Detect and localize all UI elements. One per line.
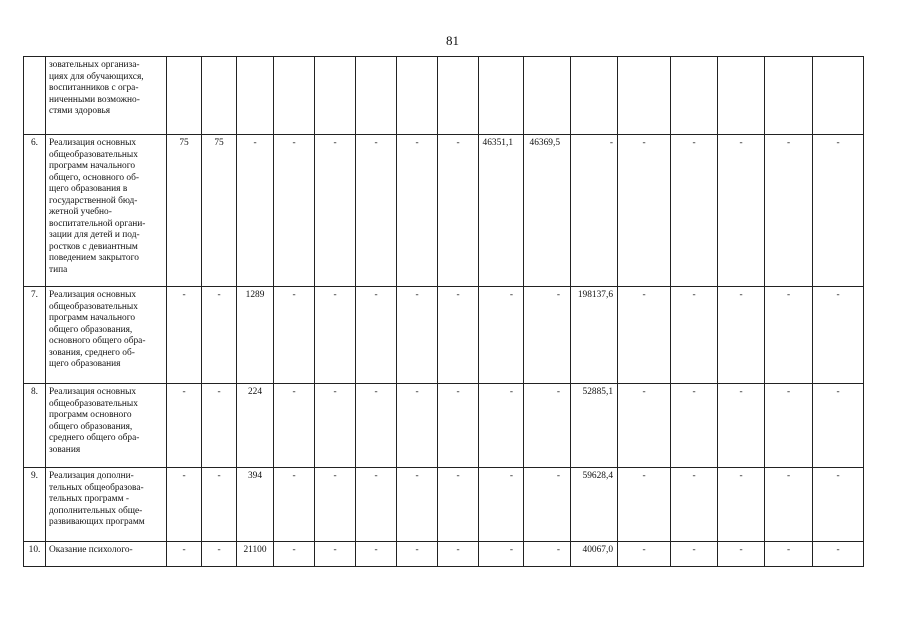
table-cell: - <box>356 468 397 542</box>
table-cell: - <box>718 468 765 542</box>
table-cell: - <box>438 287 479 384</box>
table-cell: - <box>524 542 571 567</box>
table-cell: - <box>618 287 671 384</box>
table-cell <box>571 57 618 135</box>
table-cell: - <box>274 468 315 542</box>
table-cell <box>765 57 813 135</box>
table-cell: - <box>765 468 813 542</box>
table-cell: - <box>479 287 524 384</box>
table-cell: 75 <box>167 135 202 287</box>
table-cell: - <box>237 135 274 287</box>
table-cell: - <box>765 135 813 287</box>
table-cell: - <box>202 542 237 567</box>
table-cell <box>618 57 671 135</box>
table-cell: - <box>618 135 671 287</box>
table-cell: - <box>202 384 237 468</box>
table-cell <box>274 57 315 135</box>
table-cell: - <box>671 542 718 567</box>
table-cell: 40067,0 <box>571 542 618 567</box>
table-cell: 52885,1 <box>571 384 618 468</box>
table-row <box>24 542 864 567</box>
table-cell: - <box>479 542 524 567</box>
row-number: 9. <box>24 468 46 542</box>
table-cell: - <box>167 384 202 468</box>
table-cell: - <box>315 542 356 567</box>
table-cell: 224 <box>237 384 274 468</box>
table-cell: - <box>524 468 571 542</box>
table-cell: - <box>765 542 813 567</box>
table-cell: - <box>397 135 438 287</box>
table-cell: - <box>356 542 397 567</box>
table-cell: - <box>479 468 524 542</box>
table-cell: - <box>571 135 618 287</box>
table-cell: - <box>765 287 813 384</box>
table-cell: - <box>274 287 315 384</box>
table-cell: 75 <box>202 135 237 287</box>
table-cell: - <box>718 287 765 384</box>
data-table <box>23 56 864 567</box>
table-cell: 59628,4 <box>571 468 618 542</box>
table-cell: - <box>356 287 397 384</box>
table-cell: - <box>202 468 237 542</box>
table-cell: - <box>315 287 356 384</box>
row-number <box>24 57 46 135</box>
table-cell: - <box>813 135 864 287</box>
table-cell: - <box>718 135 765 287</box>
table-cell: - <box>397 287 438 384</box>
row-description: Реализация основных общеобразовательных программ начального общего, основного об- щего образования в государственной бюд- жетной учебно- воспитательной органи- зации для детей и под- ростков с девиантным поведением закрытого типа <box>46 135 167 287</box>
table-cell: - <box>718 542 765 567</box>
table-cell: - <box>813 542 864 567</box>
table-row <box>24 384 864 468</box>
page-number: 81 <box>446 33 459 48</box>
table-cell <box>237 57 274 135</box>
table-cell <box>479 57 524 135</box>
table-cell: - <box>524 287 571 384</box>
row-number: 8. <box>24 384 46 468</box>
table-cell <box>718 57 765 135</box>
table-cell: - <box>765 384 813 468</box>
table-cell: - <box>671 287 718 384</box>
row-number: 7. <box>24 287 46 384</box>
table-cell: - <box>167 468 202 542</box>
table-cell: - <box>315 384 356 468</box>
table-cell: - <box>397 468 438 542</box>
table-row <box>24 468 864 542</box>
table-cell: - <box>202 287 237 384</box>
table-cell: - <box>438 542 479 567</box>
table-cell: - <box>315 468 356 542</box>
table-cell: - <box>397 542 438 567</box>
table-cell <box>315 57 356 135</box>
table-cell <box>671 57 718 135</box>
table-cell: - <box>671 468 718 542</box>
table-cell: - <box>618 384 671 468</box>
row-number: 6. <box>24 135 46 287</box>
table-cell <box>524 57 571 135</box>
table-cell: - <box>618 542 671 567</box>
table-cell <box>356 57 397 135</box>
table-cell: - <box>356 384 397 468</box>
table-row <box>24 135 864 287</box>
table-cell: 394 <box>237 468 274 542</box>
table-cell: - <box>813 468 864 542</box>
table-cell <box>813 57 864 135</box>
table-cell: - <box>671 135 718 287</box>
table-cell: - <box>524 384 571 468</box>
table-cell: 46351,1 <box>479 135 524 287</box>
row-description: Реализация основных общеобразовательных программ начального общего образования, основного общего обра- зования, среднего об- щего образования <box>46 287 167 384</box>
table-cell: - <box>438 384 479 468</box>
table-cell: - <box>813 384 864 468</box>
table-cell: 198137,6 <box>571 287 618 384</box>
table-cell: - <box>479 384 524 468</box>
table-cell: - <box>718 384 765 468</box>
table-cell: - <box>315 135 356 287</box>
row-number: 10. <box>24 542 46 567</box>
row-description: зовательных организа- циях для обучающихся, воспитанников с огра- ниченными возможно- стями здоровья <box>46 57 167 135</box>
table-cell: 21100 <box>237 542 274 567</box>
table-cell: - <box>274 135 315 287</box>
row-description: Реализация дополни- тельных общеобразова- тельных программ - дополнительных обще- развивающих программ <box>46 468 167 542</box>
table-cell: 46369,5 <box>524 135 571 287</box>
table-cell: - <box>397 384 438 468</box>
row-description: Реализация основных общеобразовательных программ основного общего образования, среднего общего обра- зования <box>46 384 167 468</box>
table-cell <box>202 57 237 135</box>
table-cell: 1289 <box>237 287 274 384</box>
table-row <box>24 57 864 135</box>
table-cell: - <box>167 542 202 567</box>
table-cell: - <box>618 468 671 542</box>
table-cell: - <box>274 384 315 468</box>
table-cell: - <box>167 287 202 384</box>
row-description: Оказание психолого- <box>46 542 167 567</box>
table-cell: - <box>671 384 718 468</box>
table-cell: - <box>274 542 315 567</box>
table-cell <box>397 57 438 135</box>
table-cell <box>167 57 202 135</box>
table-cell: - <box>356 135 397 287</box>
table-cell <box>438 57 479 135</box>
table-row <box>24 287 864 384</box>
table-cell: - <box>438 468 479 542</box>
table-cell: - <box>813 287 864 384</box>
table-cell: - <box>438 135 479 287</box>
